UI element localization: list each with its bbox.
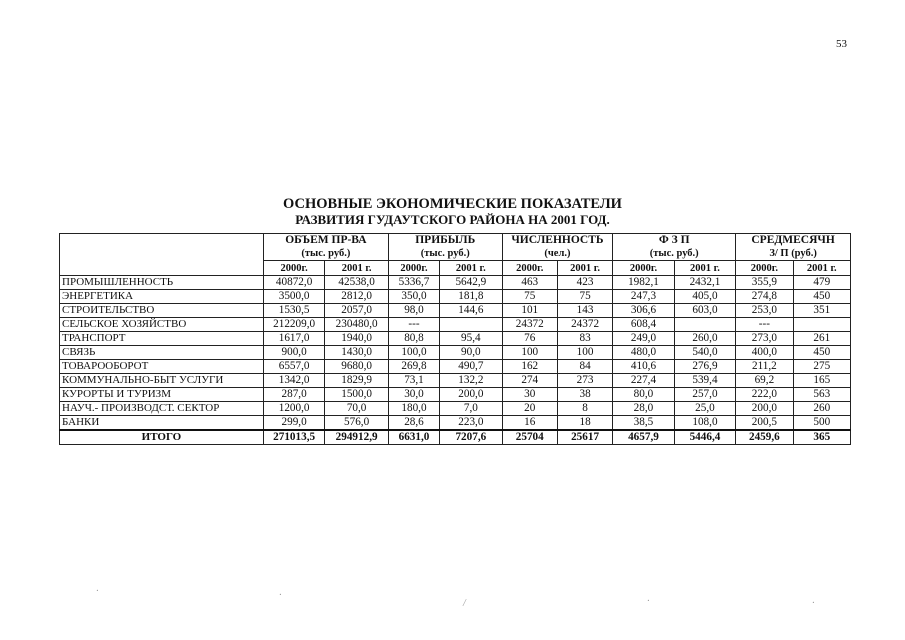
table-cell: 3500,0 [263, 290, 324, 304]
table-cell: 260,0 [674, 332, 735, 346]
table-cell: 20 [502, 402, 557, 416]
table-cell: 200,0 [736, 402, 793, 416]
group-header [502, 234, 613, 261]
group-label: Ф З П [658, 234, 690, 246]
table-cell: 38 [557, 388, 612, 402]
table-cell: 480,0 [613, 346, 674, 360]
title-line-2: РАЗВИТИЯ ГУДАУТСКОГО РАЙОНА НА 2001 ГОД. [295, 212, 610, 227]
table-cell: 2057,0 [325, 304, 389, 318]
table-cell: 9680,0 [325, 360, 389, 374]
table-row [60, 346, 851, 360]
group-label: ОБЪЕМ ПР-ВА [285, 234, 367, 246]
table-cell: 100,0 [388, 346, 439, 360]
table-cell: 222,0 [736, 388, 793, 402]
table-cell: 6557,0 [263, 360, 324, 374]
scan-speck: · [96, 586, 99, 597]
table-row [60, 360, 851, 374]
group-header [736, 234, 851, 261]
group-unit: З/ П (руб.) [769, 248, 817, 259]
table-cell: 576,0 [325, 416, 389, 431]
table-cell: 25617 [557, 430, 612, 445]
table-cell: 479 [793, 276, 850, 290]
table-cell: 463 [502, 276, 557, 290]
table-cell: 70,0 [325, 402, 389, 416]
table-cell: 24372 [502, 318, 557, 332]
table-row [60, 290, 851, 304]
table-cell: --- [736, 318, 793, 332]
table-cell: 73,1 [388, 374, 439, 388]
table-cell: 5446,4 [674, 430, 735, 445]
total-row [60, 430, 851, 445]
table-cell: 350,0 [388, 290, 439, 304]
table-cell: 42538,0 [325, 276, 389, 290]
row-label: ПРОМЫШЛЕННОСТЬ [60, 276, 264, 290]
table-cell: 75 [502, 290, 557, 304]
table-cell: 253,0 [736, 304, 793, 318]
document-title [0, 196, 905, 228]
row-label: ТРАНСПОРТ [60, 332, 264, 346]
year-header: 2001 г. [325, 261, 389, 276]
table-cell: 8 [557, 402, 612, 416]
table-cell: 40872,0 [263, 276, 324, 290]
table-cell: 76 [502, 332, 557, 346]
table-cell: 165 [793, 374, 850, 388]
table-cell: 1430,0 [325, 346, 389, 360]
scan-speck: · [647, 596, 650, 607]
table-cell: 247,3 [613, 290, 674, 304]
row-label: СТРОИТЕЛЬСТВО [60, 304, 264, 318]
table-cell: 1500,0 [325, 388, 389, 402]
table-cell: 500 [793, 416, 850, 431]
table-cell: 306,6 [613, 304, 674, 318]
table-cell: 227,4 [613, 374, 674, 388]
group-unit: (чел.) [544, 248, 571, 259]
table-cell: 108,0 [674, 416, 735, 431]
row-label-header [60, 234, 264, 276]
row-label: НАУЧ.- ПРОИЗВОДСТ. СЕКТОР [60, 402, 264, 416]
table-cell: 608,4 [613, 318, 674, 332]
table-cell: 1982,1 [613, 276, 674, 290]
page-number: 53 [836, 38, 847, 50]
table-cell: 144,6 [440, 304, 503, 318]
table-cell: 200,5 [736, 416, 793, 431]
table-cell: 603,0 [674, 304, 735, 318]
table-cell: 95,4 [440, 332, 503, 346]
table-cell: 287,0 [263, 388, 324, 402]
table-cell: 563 [793, 388, 850, 402]
table-cell: 25704 [502, 430, 557, 445]
group-header [613, 234, 736, 261]
table-cell: 180,0 [388, 402, 439, 416]
table-cell: 1342,0 [263, 374, 324, 388]
table-cell: 269,8 [388, 360, 439, 374]
table-cell: 490,7 [440, 360, 503, 374]
table-cell: 299,0 [263, 416, 324, 431]
table-cell: 28,6 [388, 416, 439, 431]
table-cell: 900,0 [263, 346, 324, 360]
table-cell: 274 [502, 374, 557, 388]
table-cell: 260 [793, 402, 850, 416]
table-row [60, 318, 851, 332]
year-header: 2001 г. [793, 261, 850, 276]
scan-speck: · [812, 598, 815, 609]
group-label: ЧИСЛЕННОСТЬ [511, 234, 604, 246]
table-cell: 181,8 [440, 290, 503, 304]
year-header: 2001 г. [557, 261, 612, 276]
table-cell: 2432,1 [674, 276, 735, 290]
table-row [60, 374, 851, 388]
table-cell: 7207,6 [440, 430, 503, 445]
row-label: ТОВАРООБОРОТ [60, 360, 264, 374]
row-label: БАНКИ [60, 416, 264, 431]
table-cell: 24372 [557, 318, 612, 332]
table-cell: 257,0 [674, 388, 735, 402]
scan-speck: / [463, 598, 466, 609]
table-cell: 200,0 [440, 388, 503, 402]
table-cell: 80,8 [388, 332, 439, 346]
table-cell: 132,2 [440, 374, 503, 388]
year-header: 2000г. [263, 261, 324, 276]
table-cell: 410,6 [613, 360, 674, 374]
table-cell: 6631,0 [388, 430, 439, 445]
group-unit: (тыс. руб.) [301, 248, 351, 259]
table-cell: 275 [793, 360, 850, 374]
row-label: ЭНЕРГЕТИКА [60, 290, 264, 304]
table-cell: 143 [557, 304, 612, 318]
table-cell: 30,0 [388, 388, 439, 402]
table-cell: 273 [557, 374, 612, 388]
table-cell: 90,0 [440, 346, 503, 360]
table-cell: 423 [557, 276, 612, 290]
table-cell: 212209,0 [263, 318, 324, 332]
year-header: 2001 г. [440, 261, 503, 276]
table-cell: 355,9 [736, 276, 793, 290]
table-cell: 1530,5 [263, 304, 324, 318]
table-cell: 276,9 [674, 360, 735, 374]
table-body [60, 276, 851, 445]
table-cell: 100 [557, 346, 612, 360]
group-header [263, 234, 388, 261]
year-header: 2000г. [736, 261, 793, 276]
table-cell: 80,0 [613, 388, 674, 402]
table-cell: 1200,0 [263, 402, 324, 416]
table-cell: 100 [502, 346, 557, 360]
table-cell: 271013,5 [263, 430, 324, 445]
table-cell [440, 318, 503, 332]
group-unit: (тыс. руб.) [420, 248, 470, 259]
table-cell: 25,0 [674, 402, 735, 416]
table-cell: 5336,7 [388, 276, 439, 290]
table-row [60, 416, 851, 431]
title-line-1: ОСНОВНЫЕ ЭКОНОМИЧЕСКИЕ ПОКАЗАТЕЛИ [283, 196, 622, 212]
row-label: СЕЛЬСКОЕ ХОЗЯЙСТВО [60, 318, 264, 332]
table-cell: 450 [793, 346, 850, 360]
table-cell: 540,0 [674, 346, 735, 360]
table-cell: 16 [502, 416, 557, 431]
group-label: СРЕДМЕСЯЧН [751, 234, 835, 246]
table-cell: 2812,0 [325, 290, 389, 304]
table-cell: 211,2 [736, 360, 793, 374]
group-label: ПРИБЫЛЬ [415, 234, 476, 246]
table-cell: 230480,0 [325, 318, 389, 332]
table-cell: 261 [793, 332, 850, 346]
group-header-row [60, 234, 851, 261]
table-cell [793, 318, 850, 332]
group-header [388, 234, 502, 261]
table-cell: 4657,9 [613, 430, 674, 445]
table-cell: 38,5 [613, 416, 674, 431]
table-cell: 274,8 [736, 290, 793, 304]
table-cell: 162 [502, 360, 557, 374]
table-row [60, 304, 851, 318]
table-cell: 405,0 [674, 290, 735, 304]
table-cell: 400,0 [736, 346, 793, 360]
table-cell: --- [388, 318, 439, 332]
economic-indicators-table [59, 233, 851, 445]
scan-speck: · [279, 590, 282, 601]
table-cell: 83 [557, 332, 612, 346]
table-row [60, 388, 851, 402]
year-header: 2000г. [388, 261, 439, 276]
table-row [60, 332, 851, 346]
table-cell: 98,0 [388, 304, 439, 318]
table-cell: 18 [557, 416, 612, 431]
table-cell: 365 [793, 430, 850, 445]
table-cell: 30 [502, 388, 557, 402]
table-cell: 101 [502, 304, 557, 318]
table-cell: 84 [557, 360, 612, 374]
table-cell: 223,0 [440, 416, 503, 431]
table-cell: 28,0 [613, 402, 674, 416]
table-cell: 75 [557, 290, 612, 304]
table-cell: 294912,9 [325, 430, 389, 445]
table-cell: 1829,9 [325, 374, 389, 388]
table-cell: 7,0 [440, 402, 503, 416]
year-header: 2000г. [613, 261, 674, 276]
table-cell: 2459,6 [736, 430, 793, 445]
table-cell: 1940,0 [325, 332, 389, 346]
group-unit: (тыс. руб.) [649, 248, 699, 259]
table-cell: 1617,0 [263, 332, 324, 346]
row-label: КОММУНАЛЬНО-БЫТ УСЛУГИ [60, 374, 264, 388]
year-header: 2001 г. [674, 261, 735, 276]
row-label: КУРОРТЫ И ТУРИЗМ [60, 388, 264, 402]
table-cell: 351 [793, 304, 850, 318]
table-cell: 539,4 [674, 374, 735, 388]
table-cell: 273,0 [736, 332, 793, 346]
table-row [60, 276, 851, 290]
row-label: ИТОГО [60, 430, 264, 445]
row-label: СВЯЗЬ [60, 346, 264, 360]
table-cell: 450 [793, 290, 850, 304]
table-cell [674, 318, 735, 332]
table-row [60, 402, 851, 416]
table-cell: 69,2 [736, 374, 793, 388]
year-header: 2000г. [502, 261, 557, 276]
table-cell: 249,0 [613, 332, 674, 346]
table-cell: 5642,9 [440, 276, 503, 290]
